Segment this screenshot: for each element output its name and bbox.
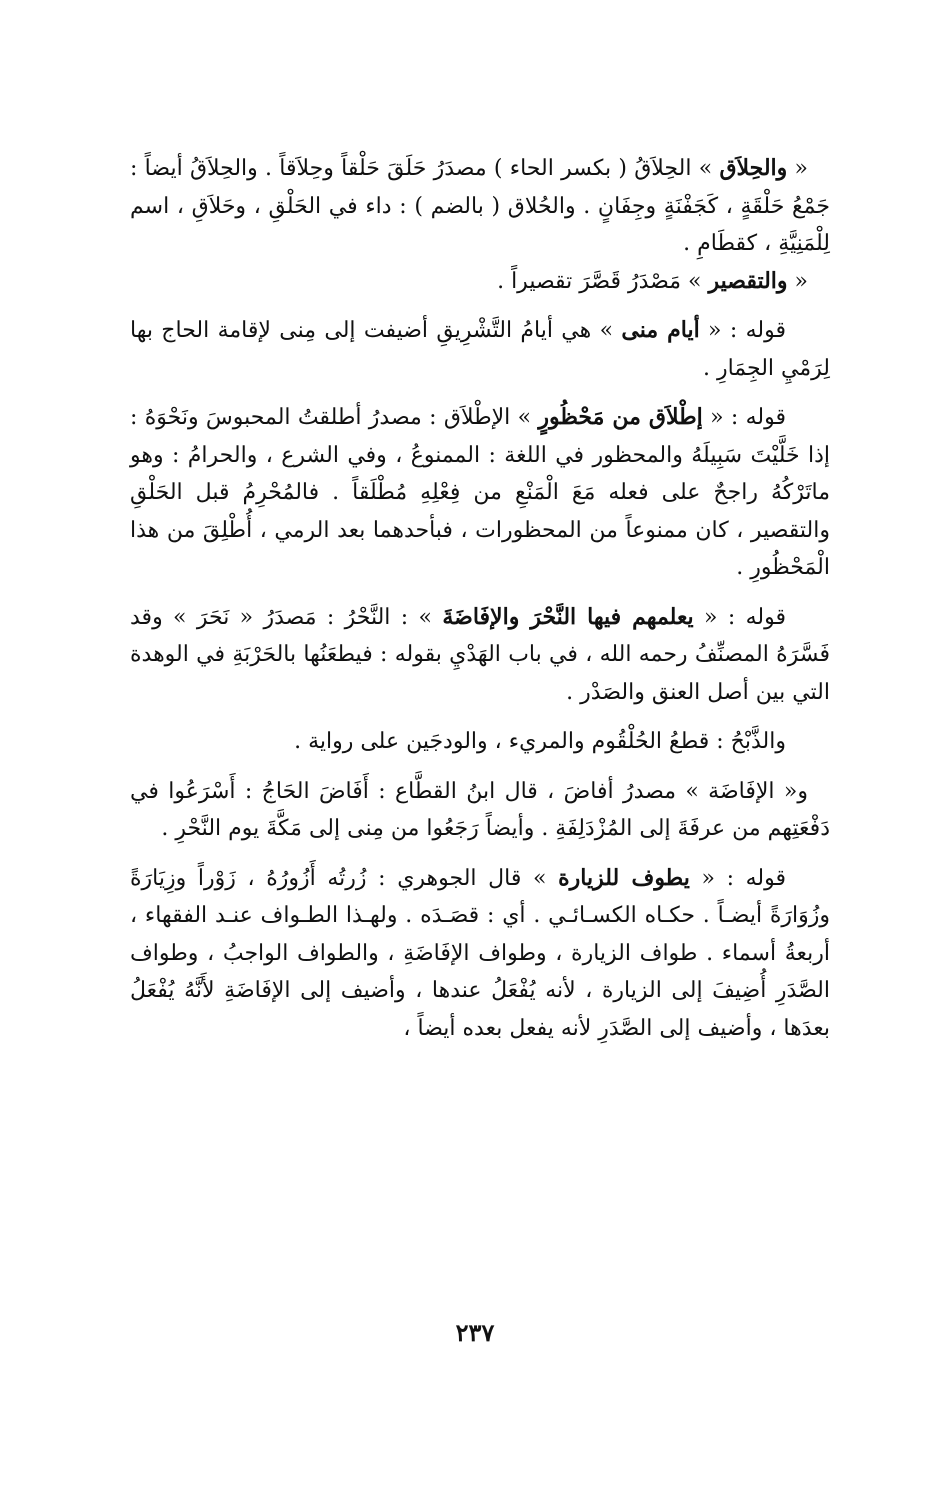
paragraph-text: » الحِلاَقُ ( بكسر الحاء ) مصدَرُ حَلَقَ حَلْقاً وحِلاَقاً . والحِلاَقُ أيضاً : جَمْعُ حَلْقَةٍ ، كَجَفْنَةٍ وجِفَانٍ . والحُلاق ( بالضم ) : داء في الحَلْقِ ، وحَلاَقِ ، اسم لِلْمَنِيَّةِ ، كقطَامِ . (130, 156, 830, 256)
paragraph-itlaq (130, 399, 830, 587)
paragraph-ayyam (130, 312, 830, 387)
paragraph-lead: « (787, 156, 809, 181)
headword: يعلمهم فيها النَّحْرَ والإفَاضَةَ (442, 603, 694, 630)
page-body (130, 150, 830, 1047)
paragraph-ifada (130, 773, 830, 848)
headword: أيام منى (621, 317, 700, 343)
paragraph-lead: قوله : « (689, 865, 787, 891)
paragraph-text: » قال الجوهري : زُرتُه أَزُورُهُ ، زَوْراً وزِيَارَةً وزُوَارَةً أيضـاً . حكـاه الكسـائـي . أي : قصَـدَه . ولهـذا الطـواف عنـد الفقهاء ، أربعةُ أسماء . طواف الزيارة ، وطواف الإفَاضَةِ ، والطواف الواجبُ ، وطواف الصَّدَرِ أُضِيفَ إلى الزيارة ، لأنه يُفْعَلُ عندها ، وأضيف إلى الإفَاضَةِ لأَنَّهُ يُفْعَلُ بعدَها ، وأضيف إلى الصَّدَرِ لأنه يفعل بعده أيضاً ، (130, 865, 830, 1041)
headword: إطْلاَق من مَحْظُورٍ (538, 404, 703, 430)
paragraph-text: » هي أيامُ التَّشْرِيقِ أضيفت إلى مِنى لإقامة الحاج بها لِرَمْيِ الجِمَارِ . (130, 318, 830, 381)
headword: يطوف للزيارة (558, 864, 690, 891)
paragraph-text: » : النَّحْرُ : مَصدَرُ « نَحَرَ » وقد فَسَّرَهُ المصنِّفُ رحمه الله ، في باب الهَدْيِ بقوله : فيطعَنُها بالحَرْبَةِ في الوهدة التي بين أصل العنق والصَدْر . (130, 604, 830, 705)
paragraph-taqsir (130, 263, 830, 301)
headword: والحِلاَق (719, 155, 788, 181)
paragraph-lead: قوله : « (693, 604, 786, 630)
page-number: ٢٣٧ (455, 1318, 495, 1347)
paragraph-lead: قوله : « (699, 318, 786, 343)
paragraph-nahr (130, 599, 830, 712)
paragraph-lead: قوله : « (702, 405, 787, 430)
paragraph-text: » مَصْدَرُ قَصَّرَ تقصيراً . (497, 268, 709, 294)
headword: والتقصير (708, 267, 788, 294)
paragraph-dhabh (130, 723, 830, 761)
paragraph-text: والذَّبْحُ : قطعُ الحُلْقُوم والمريء ، والودجَين على رواية . (294, 729, 786, 754)
paragraph-halaq (130, 150, 830, 263)
paragraph-lead: « (787, 268, 808, 294)
paragraph-ziyara (130, 860, 830, 1048)
paragraph-text: و« الإفَاضَة » مصدرُ أفاضَ ، قال ابنُ القطَّاع : أَفَاضَ الحَاجُ : أَسْرَعُوا في دَفْعَتِهم من عرفَةَ إلى المُزْدَلِفَةِ . وأيضاً رَجَعُوا من مِنى إلى مَكَّةَ يوم النَّحْرِ . (130, 778, 830, 841)
paragraph-text: » الإطْلاَق : مصدرُ أطلقتُ المحبوسَ ونَحْوَهُ : إذا خَلَّيْتَ سَبِيلَهُ والمحظور في اللغة : الممنوعُ ، وفي الشرع ، والحرامُ : وهو ماتَرْكُهُ راجحٌ على فعله مَعَ الْمَنْعِ من فِعْلِهِ مُطْلَقاً . فالمُحْرِمُ قبل الحَلْقِ والتقصير ، كان ممنوعاً من المحظورات ، فبأحدهما بعد الرمي ، أُطْلِقَ من هذا الْمَحْظُورِ . (130, 405, 830, 580)
